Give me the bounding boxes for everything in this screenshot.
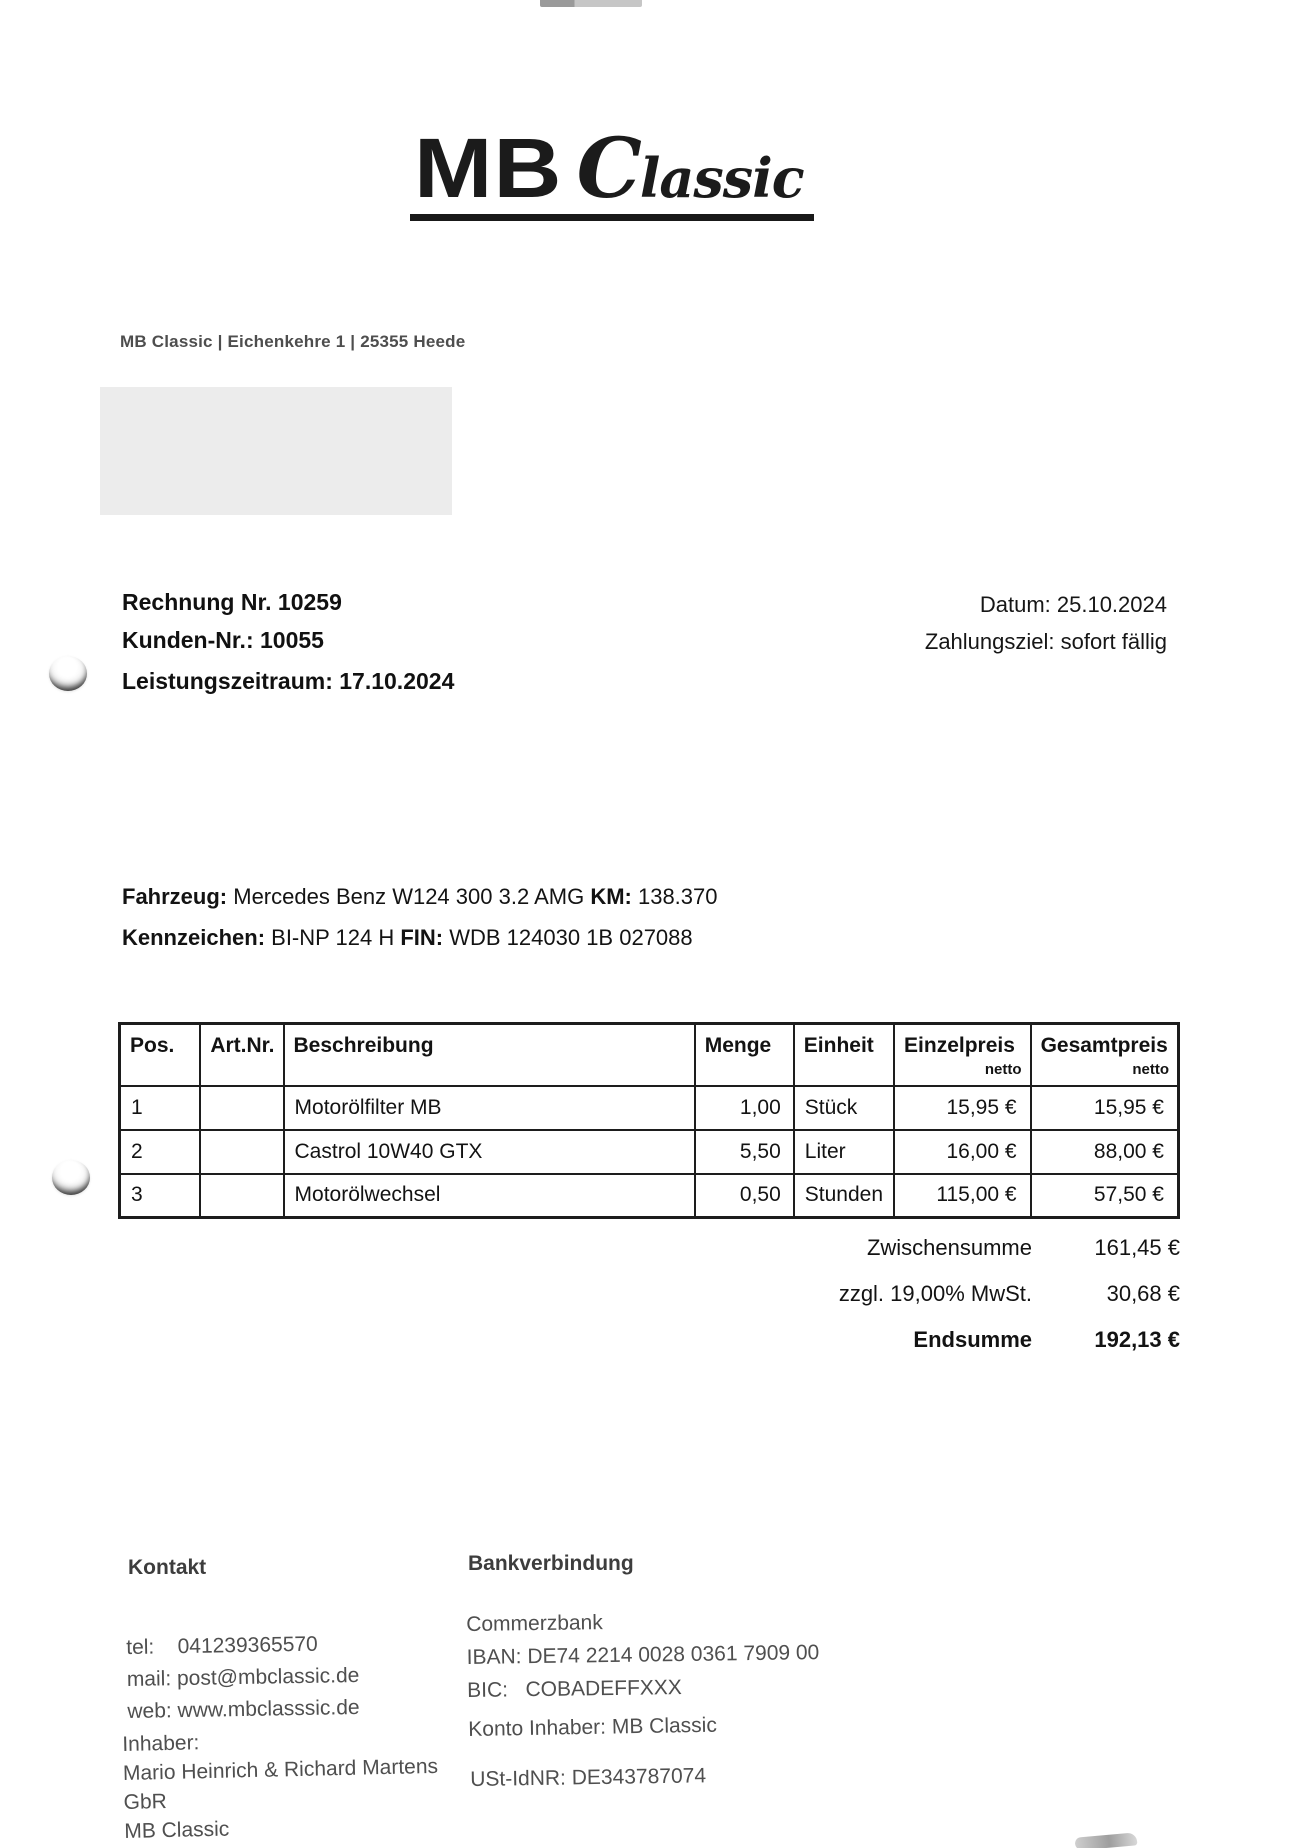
bic-line: BIC: COBADEFFXXX <box>466 1675 683 1702</box>
km-label: KM: <box>590 884 632 909</box>
vehicle-line-1 <box>122 876 718 917</box>
kontakt-heading: Kontakt <box>128 1556 207 1579</box>
totals-section <box>700 1231 1180 1369</box>
fahrzeug-label: Fahrzeug: <box>122 884 228 909</box>
fin-label: FIN: <box>400 925 444 950</box>
cell-einheit: Stück <box>794 1086 894 1130</box>
iban-line: IBAN: DE74 2214 0028 0361 7909 00 <box>466 1641 820 1669</box>
inhaber-lines <box>122 1723 440 1846</box>
vehicle-line-2 <box>122 917 718 958</box>
kennzeichen-value: BI-NP 124 H <box>265 925 401 950</box>
invoice-date: Datum: 25.10.2024 <box>979 592 1167 617</box>
header-einzelpreis-label: Einzelpreis <box>904 1034 1015 1057</box>
company-logo <box>410 121 814 221</box>
header-pos: Pos. <box>120 1024 201 1086</box>
grand-total-label: Endsumme <box>913 1327 1032 1352</box>
punch-hole-icon <box>49 656 87 691</box>
invoice-number: Rechnung Nr. 10259 <box>122 589 342 615</box>
cell-pos: 3 <box>120 1174 201 1218</box>
invoice-meta-left <box>122 583 342 659</box>
table-row <box>120 1174 1179 1218</box>
cell-einzelpreis: 115,00 € <box>894 1174 1031 1218</box>
cell-beschreibung: Castrol 10W40 GTX <box>284 1130 695 1174</box>
cell-menge: 0,50 <box>695 1174 794 1218</box>
table-header-row <box>120 1024 1179 1086</box>
sender-address-line: MB Classic | Eichenkehre 1 | 25355 Heede <box>120 332 466 351</box>
tel-line: tel: 041239365570 <box>126 1632 318 1659</box>
cell-einzelpreis: 16,00 € <box>894 1130 1031 1174</box>
cell-menge: 1,00 <box>695 1086 794 1130</box>
bank-heading: Bankverbindung <box>468 1552 634 1575</box>
web-line: web: www.mbclasssic.de <box>127 1695 360 1723</box>
header-gesamtpreis-netto: netto <box>1132 1061 1169 1078</box>
mail-line: mail: post@mbclassic.de <box>126 1663 360 1691</box>
cell-pos: 1 <box>120 1086 201 1130</box>
vat-value: 30,68 € <box>1106 1281 1180 1306</box>
fin-value: WDB 124030 1B 027088 <box>443 925 693 950</box>
ustid-line: USt-IdNR: DE343787074 <box>470 1764 707 1791</box>
logo-script-rest: lassic <box>639 146 804 210</box>
bank-name: Commerzbank <box>466 1611 603 1636</box>
table-row <box>120 1086 1179 1130</box>
line-items-table <box>118 1022 1180 1219</box>
inhaber-company: MB Classic <box>124 1817 230 1843</box>
logo-script-text <box>576 121 804 217</box>
service-period: Leistungszeitraum: 17.10.2024 <box>122 668 455 694</box>
header-artnr: Art.Nr. <box>200 1024 283 1086</box>
cell-beschreibung: Motorölfilter MB <box>284 1086 695 1130</box>
cell-einzelpreis: 15,95 € <box>894 1086 1031 1130</box>
logo-mb-text: MB <box>414 121 563 215</box>
recipient-address-redaction <box>100 387 452 515</box>
inhaber-legal-form: GbR <box>123 1790 168 1814</box>
logo-script-initial: C <box>576 121 640 217</box>
cell-einheit: Stunden <box>794 1174 894 1218</box>
subtotal-label: Zwischensumme <box>866 1235 1032 1260</box>
konto-inhaber-line: Konto Inhaber: MB Classic <box>468 1713 718 1741</box>
inhaber-heading: Inhaber: <box>122 1731 200 1756</box>
grand-total-value: 192,13 € <box>1094 1327 1180 1352</box>
cell-pos: 2 <box>120 1130 201 1174</box>
header-einheit: Einheit <box>794 1024 894 1086</box>
vat-label: zzgl. 19,00% MwSt. <box>838 1281 1032 1306</box>
subtotal-value: 161,45 € <box>1094 1235 1180 1260</box>
table-row <box>120 1130 1179 1174</box>
header-gesamtpreis-label: Gesamtpreis <box>1040 1034 1168 1057</box>
cell-beschreibung: Motorölwechsel <box>284 1174 695 1218</box>
header-beschreibung: Beschreibung <box>284 1024 695 1086</box>
cell-artnr <box>200 1174 283 1218</box>
header-menge: Menge <box>695 1024 794 1086</box>
bank-lines <box>466 1603 820 1707</box>
vehicle-info <box>122 876 718 958</box>
grand-total-row <box>700 1323 1180 1356</box>
kontakt-lines <box>126 1628 360 1728</box>
invoice-meta-right <box>925 586 1167 660</box>
header-einzelpreis <box>894 1024 1031 1086</box>
fahrzeug-value: Mercedes Benz W124 300 3.2 AMG <box>227 884 591 909</box>
scanner-artifact-top <box>540 0 642 7</box>
punch-hole-icon <box>52 1160 90 1195</box>
header-einzelpreis-netto: netto <box>984 1061 1022 1078</box>
header-gesamtpreis <box>1031 1024 1179 1086</box>
vat-row <box>700 1277 1180 1310</box>
cell-menge: 5,50 <box>695 1130 794 1174</box>
scanner-artifact-bottom <box>1075 1832 1138 1848</box>
cell-artnr <box>200 1086 283 1130</box>
payment-terms: Zahlungsziel: sofort fällig <box>924 629 1167 654</box>
subtotal-row <box>700 1231 1180 1264</box>
cell-einheit: Liter <box>794 1130 894 1174</box>
customer-number: Kunden-Nr.: 10055 <box>122 627 324 653</box>
cell-gesamtpreis: 57,50 € <box>1031 1174 1179 1218</box>
inhaber-names: Mario Heinrich & Richard Martens <box>122 1754 439 1785</box>
kennzeichen-label: Kennzeichen: <box>122 925 266 950</box>
cell-artnr <box>200 1130 283 1174</box>
cell-gesamtpreis: 15,95 € <box>1031 1086 1179 1130</box>
cell-gesamtpreis: 88,00 € <box>1031 1130 1179 1174</box>
km-value: 138.370 <box>631 884 718 909</box>
